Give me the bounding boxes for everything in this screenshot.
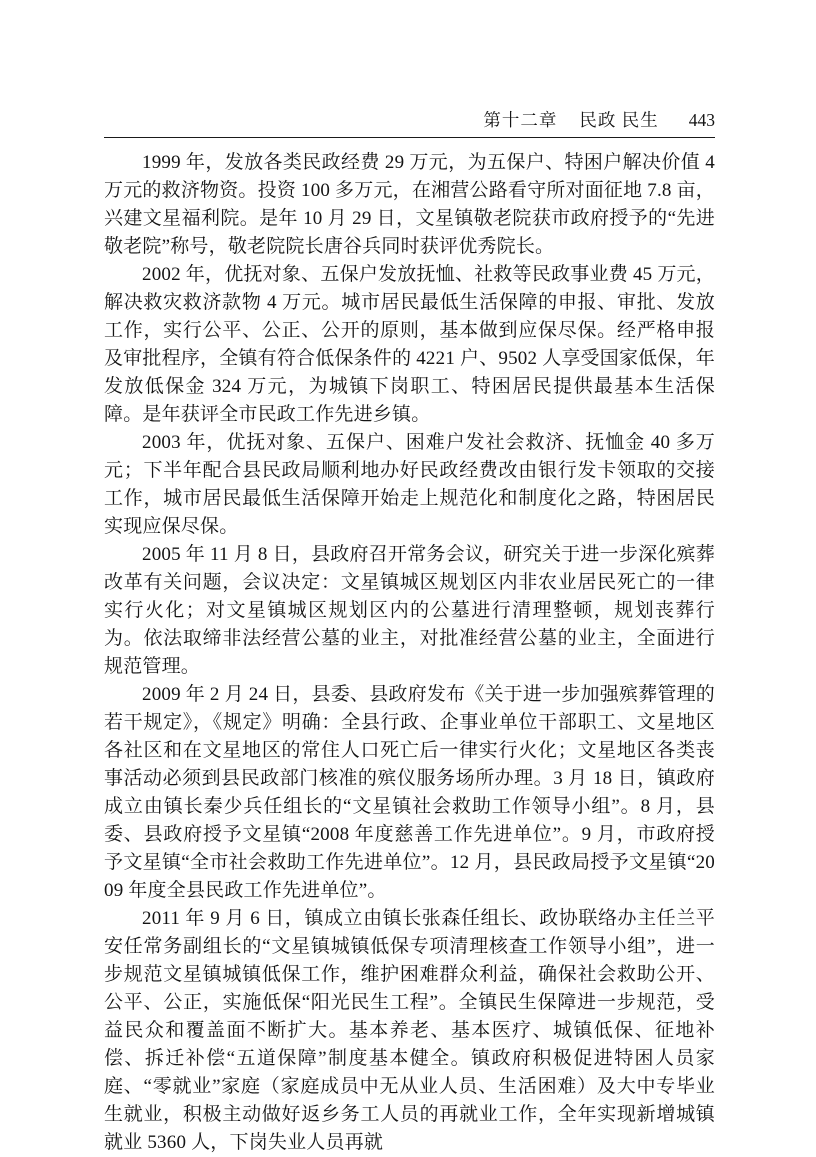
page-header	[104, 0, 715, 138]
page-number: 443	[688, 110, 715, 130]
paragraph-2009: 2009 年 2 月 24 日，县委、县政府发布《关于进一步加强殡葬管理的若干规定》，《规定》明确：全县行政、企事业单位干部职工、文星地区各社区和在文星地区的常住人口死亡后一律实行火化；文星地区各类丧事活动必须到县民政部门核准的殡仪服务场所办理。3 月 18 日，镇政府成立由镇长秦少兵任组长的“文星镇社会救助工作领导小组”。8 月，县委、县政府授予文星镇“2008 年度慈善工作先进单位”。9 月，市政府授予文星镇“全市社会救助工作先进单位”。12 月，县民政局授予文星镇“2009 年度全县民政工作先进单位”。	[104, 684, 715, 901]
paragraph-2005: 2005 年 11 月 8 日，县政府召开常务会议，研究关于进一步深化殡葬改革有关问题，会议决定：文星镇城区规划区内非农业居民死亡的一律实行火化；对文星镇城区规划区内的公墓进行清理整顿，规划丧葬行为。依法取缔非法经营公墓的业主，对批准经营公墓的业主，全面进行规范管理。	[104, 544, 715, 677]
chapter-title: 第十二章	[483, 110, 558, 130]
paragraph-2003: 2003 年，优抚对象、五保户、困难户发社会救济、抚恤金 40 多万元；下半年配合县民政局顺利地办好民政经费改由银行发卡领取的交接工作，城市居民最低生活保障开始走上规范化和制度化之路，特困居民实现应保尽保。	[104, 432, 715, 537]
paragraph-1999: 1999 年，发放各类民政经费 29 万元，为五保户、特困户解决价值 4 万元的救济物资。投资 100 多万元，在湘营公路看守所对面征地 7.8 亩，兴建文星福利院。是年 10 月 29 日，文星镇敬老院获市政府授予的“先进敬老院”称号，敬老院院长唐谷兵同时获评优秀院长。	[104, 152, 715, 257]
paragraph-2002: 2002 年，优抚对象、五保户发放抚恤、社救等民政事业费 45 万元，解决救灾救济款物 4 万元。城市居民最低生活保障的申报、审批、发放工作，实行公平、公正、公开的原则，基本做到应保尽保。经严格申报及审批程序，全镇有符合低保条件的 4221 户、9502 人享受国家低保，年发放低保金 324 万元，为城镇下岗职工、特困居民提供最基本生活保障。是年获评全市民政工作先进乡镇。	[104, 264, 715, 425]
body-text	[104, 138, 715, 1157]
page-content-column	[104, 0, 715, 1157]
section-title: 民政 民生	[579, 110, 659, 130]
paragraph-2011: 2011 年 9 月 6 日，镇成立由镇长张森任组长、政协联络办主任兰平安任常务副组长的“文星镇城镇低保专项清理核查工作领导小组”，进一步规范文星镇城镇低保工作，维护困难群众利益，确保社会救助公开、公平、公正，实施低保“阳光民生工程”。全镇民生保障进一步规范，受益民众和覆盖面不断扩大。基本养老、基本医疗、城镇低保、征地补偿、拆迁补偿“五道保障”制度基本健全。镇政府积极促进特困人员家庭、“零就业”家庭（家庭成员中无从业人员、生活困难）及大中专毕业生就业，积极主动做好返乡务工人员的再就业工作，全年实现新增城镇就业 5360 人，下岗失业人员再就	[104, 908, 715, 1153]
